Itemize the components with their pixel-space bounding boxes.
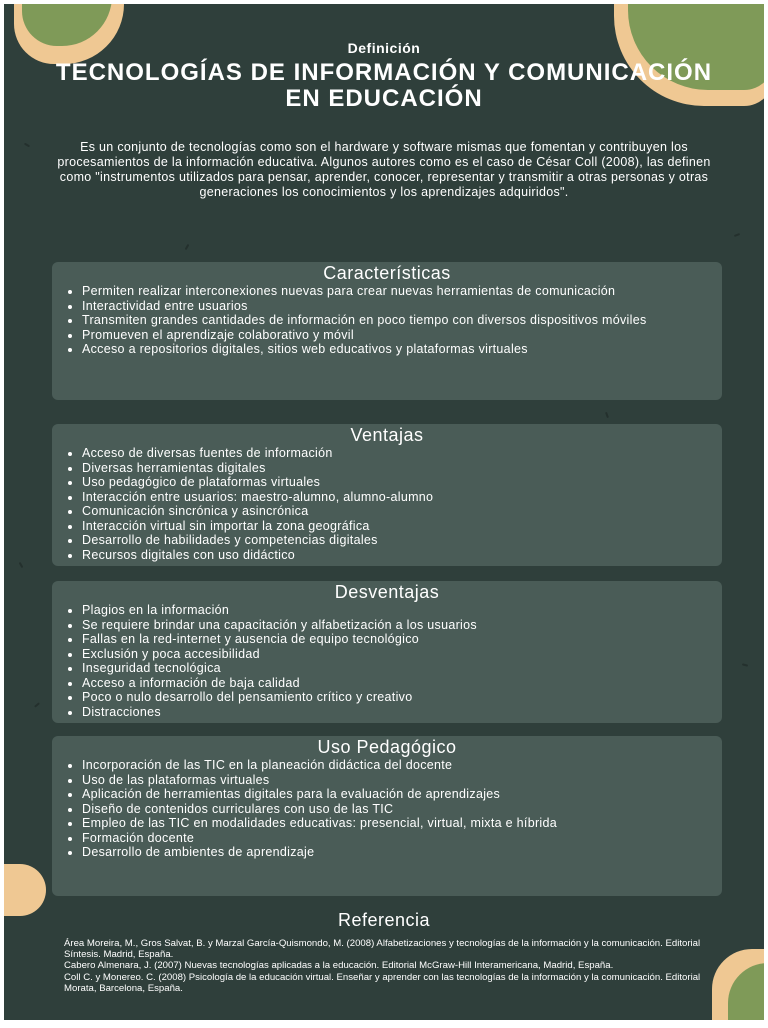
island-bottom-right-decoration (704, 949, 764, 1020)
reference-item: Coll C. y Monereo. C. (2008) Psicología de la educación virtual. Enseñar y aprender con las tecnologías de la información y la comunicación. Editorial Morata, Barcelona, España. (64, 971, 701, 994)
desventajas-card (52, 581, 722, 723)
list-item: • Acceso a repositorios digitales, sitios web educativos y plataformas virtuales (82, 342, 712, 357)
list-item: • Diseño de contenidos curriculares con uso de las TIC (82, 802, 712, 817)
list-item: • Inseguridad tecnológica (82, 661, 712, 676)
list-item: • Formación docente (82, 831, 712, 846)
list-item: • Interactividad entre usuarios (82, 299, 712, 314)
references-title: Referencia (337, 910, 431, 930)
caracteristicas-title: Características (323, 263, 451, 283)
list-item: • Empleo de las TIC en modalidades educativas: presencial, virtual, mixta e híbrida (82, 816, 712, 831)
ventajas-card (52, 424, 722, 566)
list-item: • Transmiten grandes cantidades de información en poco tiempo con diversos dispositivos móviles (82, 313, 712, 328)
infographic-page (4, 4, 764, 1020)
desventajas-title: Desventajas (334, 582, 440, 602)
ventajas-list (52, 446, 722, 562)
reference-item: Área Moreira, M., Gros Salvat, B. y Marzal García-Quismondo, M. (2008) Alfabetizaciones y tecnologías de la información y la comunicación. Editorial Síntesis. Madrid, España. (64, 938, 701, 961)
references-list (64, 938, 704, 994)
list-item: • Promueven el aprendizaje colaborativo y móvil (82, 328, 712, 343)
list-item: • Comunicación sincrónica y asincrónica (82, 504, 712, 519)
list-item: • Uso pedagógico de plataformas virtuales (82, 475, 712, 490)
list-item: • Desarrollo de ambientes de aprendizaje (82, 845, 712, 860)
reference-item: Cabero Almenara, J. (2007) Nuevas tecnologías aplicadas a la educación. Editorial McGraw-Hill Interamericana, Madrid, España. (64, 960, 614, 972)
list-item: • Uso de las plataformas virtuales (82, 773, 712, 788)
list-item: • Acceso a información de baja calidad (82, 676, 712, 691)
list-item: • Incorporación de las TIC en la planeación didáctica del docente (82, 758, 712, 773)
list-item: • Aplicación de herramientas digitales para la evaluación de aprendizajes (82, 787, 712, 802)
list-item: • Poco o nulo desarrollo del pensamiento crítico y creativo (82, 690, 712, 705)
list-item: • Plagios en la información (82, 603, 712, 618)
list-item: • Interacción entre usuarios: maestro-alumno, alumno-alumno (82, 490, 712, 505)
list-item: • Desarrollo de habilidades y competencias digitales (82, 533, 712, 548)
list-item: • Diversas herramientas digitales (82, 461, 712, 476)
ventajas-title: Ventajas (350, 425, 424, 445)
list-item: • Distracciones (82, 705, 712, 720)
caracteristicas-list (52, 284, 722, 357)
list-item: • Permiten realizar interconexiones nuevas para crear nuevas herramientas de comunicación (82, 284, 712, 299)
list-item: • Interacción virtual sin importar la zona geográfica (82, 519, 712, 534)
definition-kicker: Definición (347, 40, 421, 56)
uso-pedagogico-title: Uso Pedagógico (317, 737, 457, 757)
list-item: • Fallas en la red-internet y ausencia de equipo tecnológico (82, 632, 712, 647)
list-item: • Se requiere brindar una capacitación y alfabetización a los usuarios (82, 618, 712, 633)
uso-pedagogico-card (52, 736, 722, 896)
list-item: • Exclusión y poca accesibilidad (82, 647, 712, 662)
list-item: • Recursos digitales con uso didáctico (82, 548, 712, 563)
desventajas-list (52, 603, 722, 719)
uso-pedagogico-list (52, 758, 722, 860)
definition-paragraph: Es un conjunto de tecnologías como son el hardware y software mismas que fomentan y contribuyen los procesamientos de la información educativa. Algunos autores como es el caso de César Coll (2008), las definen como "instrumentos utilizados para pensar, aprender, conocer, representar y transmitir a otras personas y otras generaciones los conocimientos y los aprendizajes adquiridos". (57, 140, 711, 199)
list-item: • Acceso de diversas fuentes de información (82, 446, 712, 461)
header (4, 40, 764, 112)
caracteristicas-card (52, 262, 722, 400)
page-title: TECNOLOGÍAS DE INFORMACIÓN Y COMUNICACIÓN EN EDUCACIÓN (55, 59, 713, 112)
